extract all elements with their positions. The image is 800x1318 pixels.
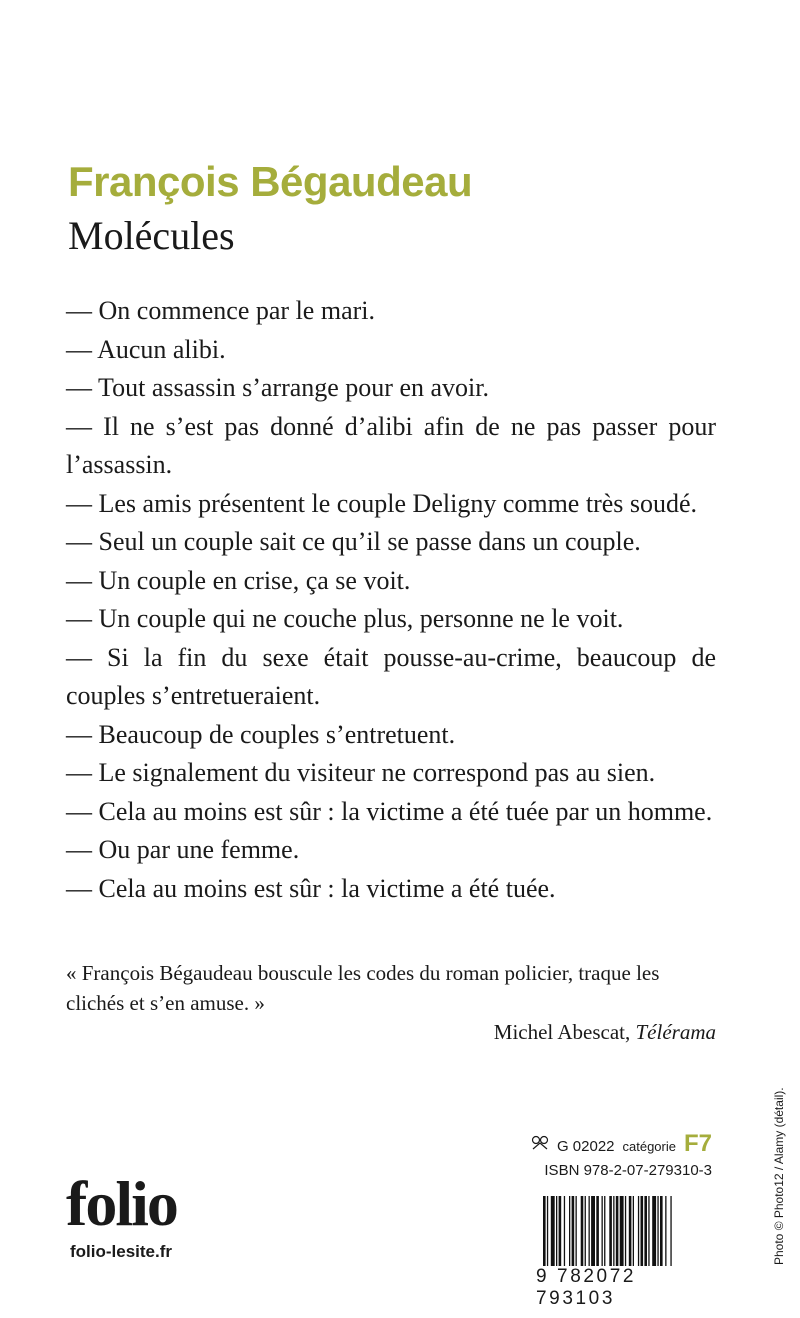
barcode-bar	[585, 1196, 586, 1274]
excerpt-line: — Cela au moins est sûr : la victime a été tuée.	[66, 873, 556, 903]
excerpt-line: — Un couple qui ne couche plus, personne ne le voit.	[66, 604, 624, 633]
barcode-digits: 9 782072 793103	[536, 1266, 720, 1310]
excerpt-line: couples s’entretueraient.	[66, 681, 321, 710]
barcode-bar	[581, 1196, 584, 1274]
barcode-bar	[596, 1196, 599, 1274]
barcode-bar	[625, 1196, 626, 1274]
barcode-bar	[644, 1196, 647, 1274]
barcode-bar	[589, 1196, 590, 1274]
excerpt-line: — Le signalement du visiteur ne correspond pas au sien.	[66, 758, 656, 787]
excerpt-line: — Tout assassin s’arrange pour en avoir.	[66, 373, 489, 402]
press-quote: « François Bégaudeau bouscule les codes du roman policier, traque les clichés et s’en amuse. »	[66, 961, 660, 1015]
quote-author: Michel Abescat,	[493, 1020, 631, 1044]
barcode-bar	[564, 1196, 565, 1274]
barcode-bar	[604, 1196, 605, 1274]
barcode-bar	[638, 1196, 639, 1274]
quote-attribution	[494, 1020, 716, 1045]
category-row	[531, 1132, 712, 1159]
publisher-website: folio-lesite.fr	[70, 1242, 173, 1261]
barcode-bar	[591, 1196, 595, 1274]
photo-credit: Photo © Photo12 / Alamy (détail).	[772, 1087, 786, 1265]
barcode-bar	[641, 1196, 644, 1274]
barcode-bar	[616, 1196, 619, 1274]
barcode-bar	[556, 1196, 557, 1274]
barcode-bar	[602, 1196, 603, 1274]
excerpt-line: — Aucun alibi.	[66, 334, 226, 364]
excerpt-line: — Seul un couple sait ce qu’il se passe dans un couple.	[66, 527, 641, 556]
folio-stamp-icon	[531, 1135, 549, 1159]
barcode-bar	[657, 1196, 658, 1274]
barcode-bar	[576, 1196, 577, 1274]
barcode-graphic	[543, 1196, 715, 1274]
excerpt-line: — Si la fin du sexe était pousse-au-crime, beaucoup de	[66, 642, 716, 672]
barcode-bar	[652, 1196, 656, 1274]
excerpt-line: — On commence par le mari.	[66, 296, 375, 325]
excerpt-line: — Les amis présentent le couple Deligny comme très soudé.	[66, 488, 698, 518]
barcode-bar	[551, 1196, 555, 1274]
isbn: ISBN 978-2-07-279310-3	[544, 1162, 712, 1179]
barcode-bar	[613, 1196, 614, 1274]
barcode-bar	[670, 1196, 671, 1274]
excerpt-line: — Il ne s’est pas donné d’alibi afin de ne pas passer pour	[66, 411, 716, 441]
folio-logo: folio	[66, 1168, 177, 1239]
barcode-bar	[609, 1196, 612, 1274]
excerpt-line: — Un couple en crise, ça se voit.	[66, 565, 411, 595]
barcode-bar	[665, 1196, 666, 1274]
barcode-bar	[633, 1196, 634, 1274]
quote-publication: Télérama	[635, 1020, 716, 1044]
excerpt-line: — Cela au moins est sûr : la victime a été tuée par un homme.	[66, 796, 713, 826]
catalog-code: G 02022	[556, 1138, 615, 1155]
barcode-bar	[547, 1196, 548, 1274]
excerpt-line: — Beaucoup de couples s’entretuent.	[66, 719, 456, 749]
book-title: Molécules	[68, 213, 235, 258]
excerpt-line: l’assassin.	[66, 450, 173, 479]
category-code: F7	[683, 1130, 712, 1157]
barcode-bar	[629, 1196, 632, 1274]
excerpt-line: — Ou par une femme.	[66, 835, 300, 864]
back-cover-excerpt	[66, 292, 716, 908]
catalog-codes	[531, 1132, 712, 1183]
barcode-bar	[660, 1196, 663, 1274]
barcode-bar	[648, 1196, 649, 1274]
category-label: catégorie	[622, 1139, 676, 1154]
barcode-bar	[569, 1196, 570, 1274]
barcode-bar	[543, 1196, 546, 1274]
barcode-bar	[572, 1196, 575, 1274]
barcode-bar	[620, 1196, 624, 1274]
barcode-bar	[559, 1196, 562, 1274]
author-name: François Bégaudeau	[68, 158, 473, 205]
